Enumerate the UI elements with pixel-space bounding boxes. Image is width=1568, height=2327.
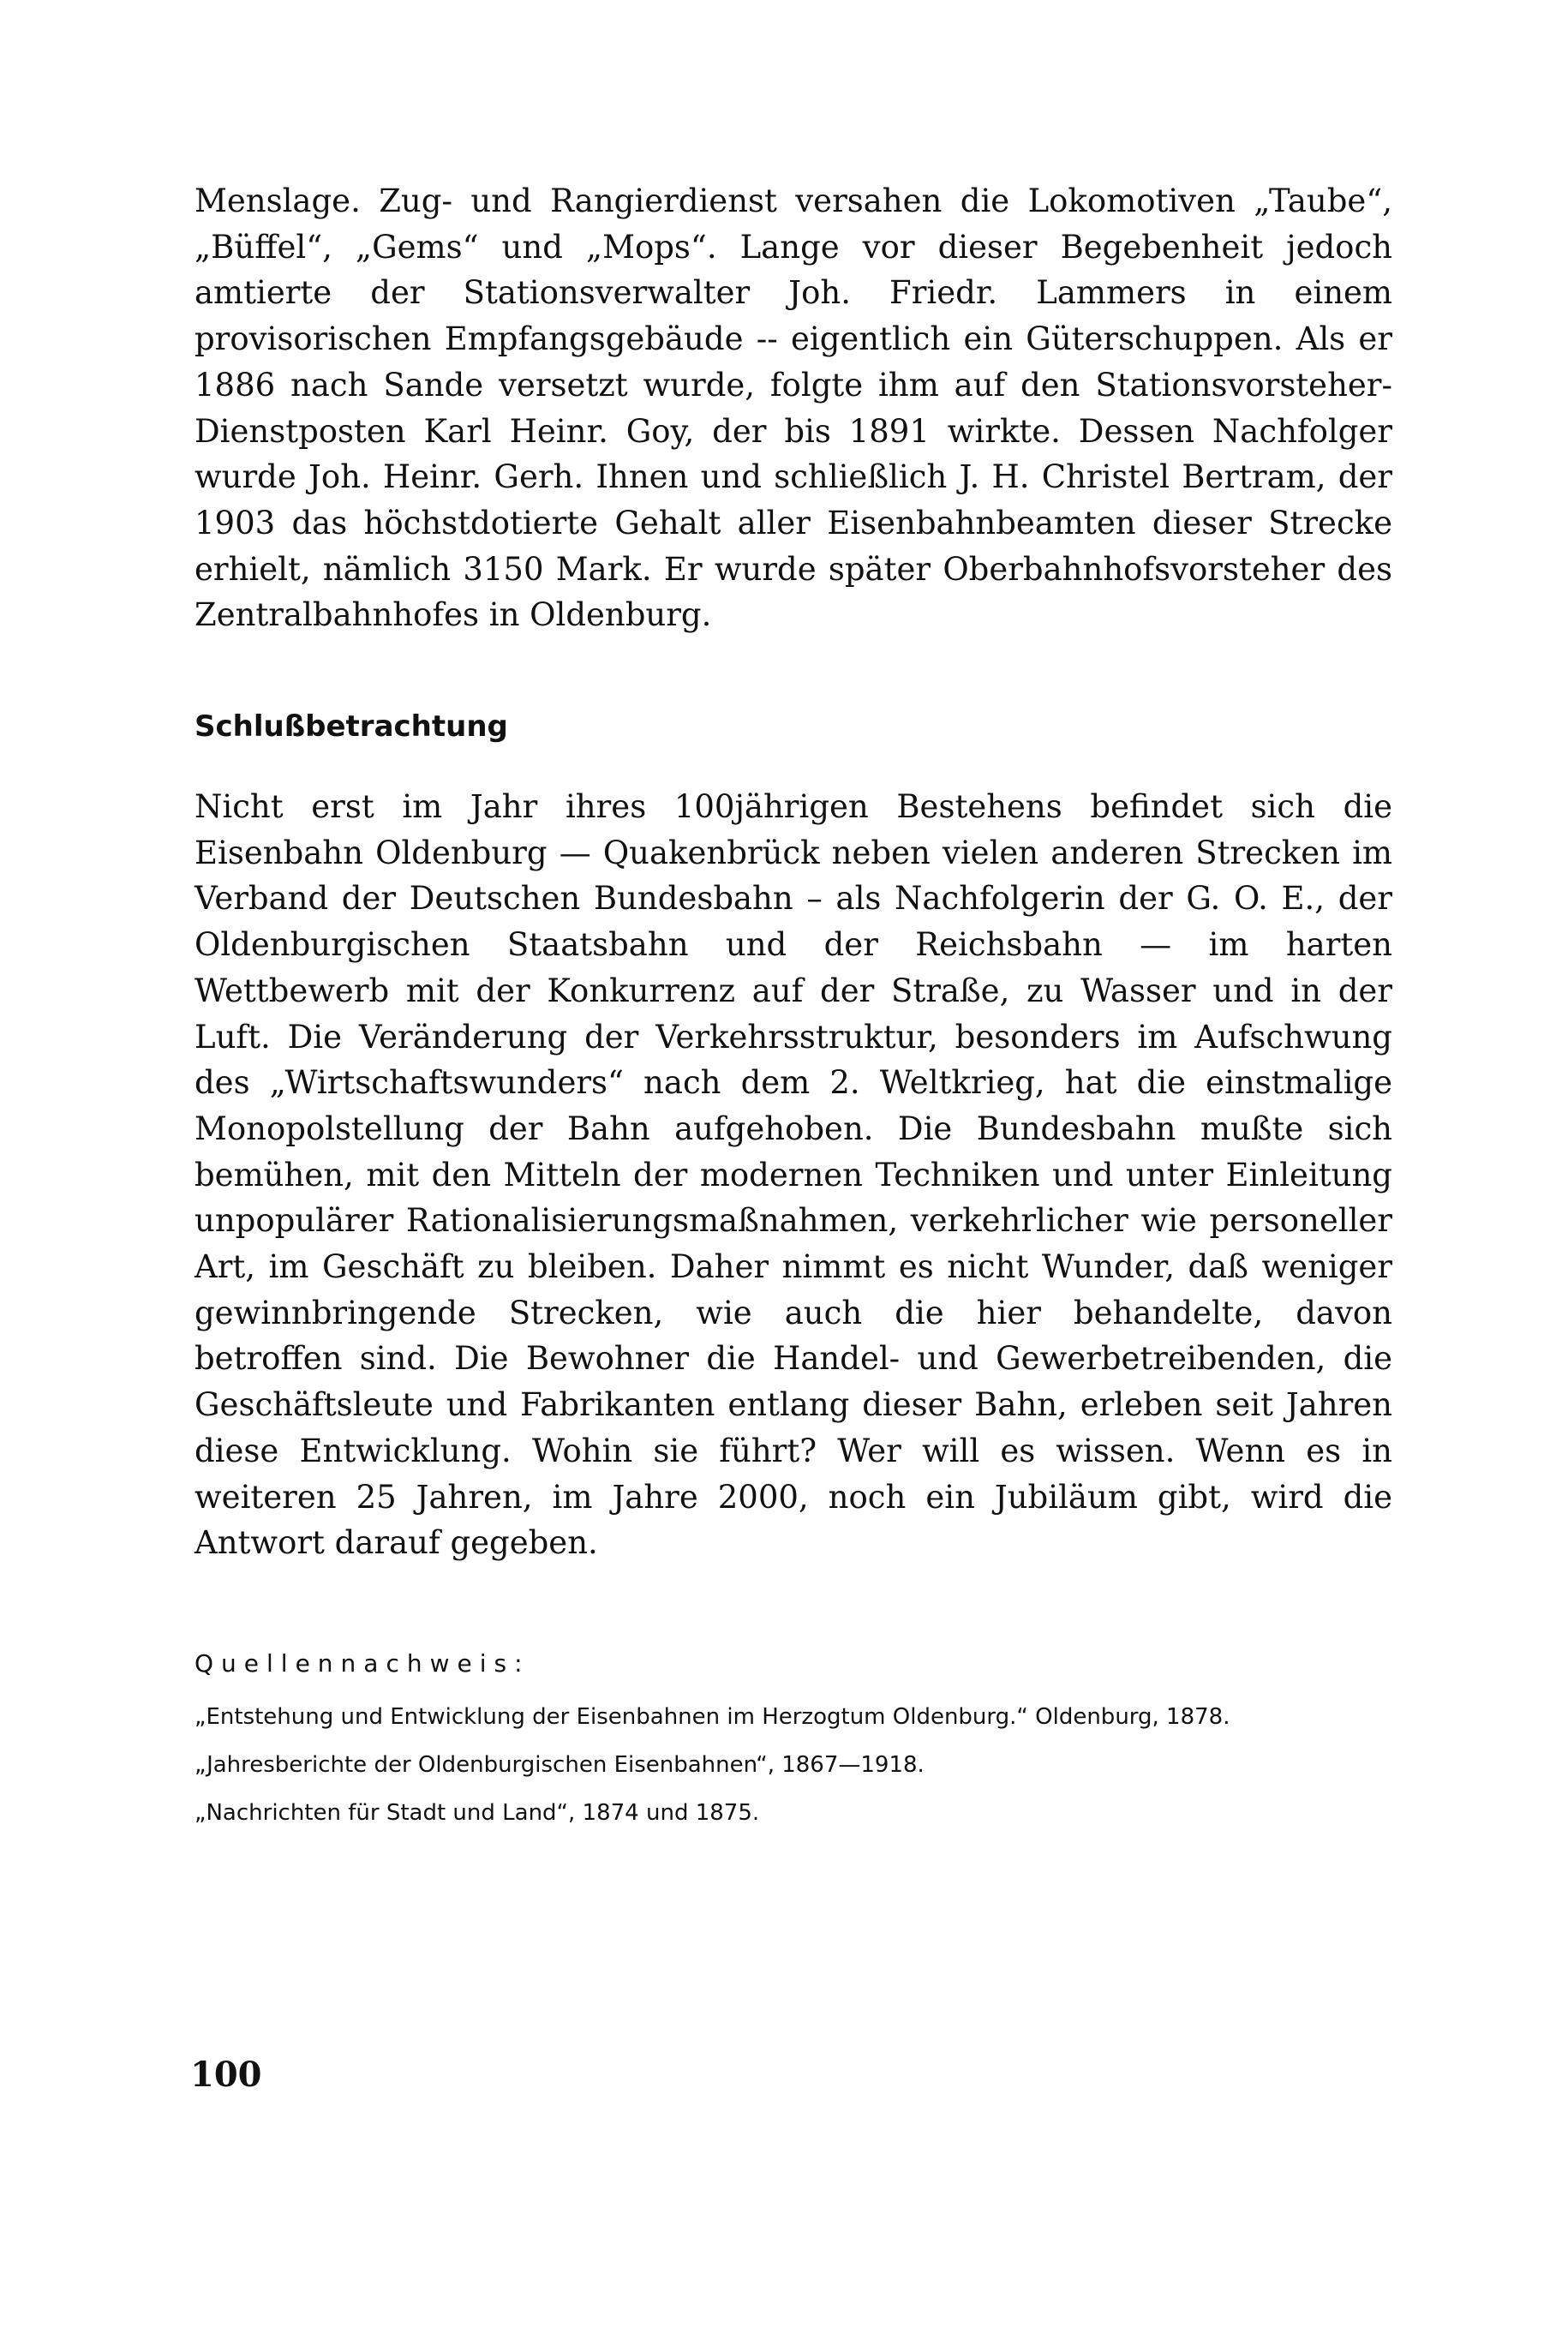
sources-title: Quellennachweis:: [195, 1648, 530, 1678]
page-number: 100: [190, 2055, 262, 2095]
source-item: „Jahresberichte der Oldenburgischen Eisenbahnen“, 1867—1918.: [195, 1751, 925, 1778]
paragraph-conclusion: Nicht erst im Jahr ihres 100jährigen Bestehens befindet sich die Eisenbahn Oldenburg — Quakenbrück neben vielen anderen Strecken im Verband der Deutschen Bundesbahn – als Nachfolgerin der G. O. E., der Oldenburgischen Staatsbahn und der Reichsbahn — im harten Wettbewerb mit der Konkurrenz auf der Straße, zu Wasser und in der Luft. Die Veränderung der Verkehrsstruktur, besonders im Aufschwung des „Wirtschaftswunders“ nach dem 2. Weltkrieg, hat die einstmalige Monopolstellung der Bahn aufgehoben. Die Bundesbahn mußte sich bemühen, mit den Mitteln der modernen Techniken und unter Einleitung unpopulärer Rationalisierungsmaßnahmen, verkehrlicher wie personeller Art, im Geschäft zu bleiben. Daher nimmt es nicht Wunder, daß weniger gewinnbringende Strecken, wie auch die hier behandelte, davon betroffen sind. Die Bewohner die Handel- und Gewerbetreibenden, die Geschäftsleute und Fabrikanten entlang dieser Bahn, erleben seit Jahren diese Entwicklung. Wohin sie führt? Wer will es wissen. Wenn es in weiteren 25 Jahren, im Jahre 2000, noch ein Jubiläum gibt, wird die Antwort darauf gegeben.: [195, 788, 1392, 1562]
source-item: „Entstehung und Entwicklung der Eisenbahnen im Herzogtum Oldenburg.“ Oldenburg, 1878.: [195, 1703, 1230, 1730]
source-item: „Nachrichten für Stadt und Land“, 1874 und 1875.: [195, 1799, 760, 1826]
sources-section: [195, 1647, 1392, 1830]
section-heading: Schlußbetrachtung: [195, 709, 508, 745]
page-body: [195, 178, 1392, 1844]
paragraph-intro: Menslage. Zug- und Rangierdienst versahen die Lokomotiven „Taube“, „Büffel“, „Gems“ und „Mops“. Lange vor dieser Begebenheit jedoch amtierte der Stationsverwalter Joh. Friedr. Lammers in einem provisorischen Empfangsgebäude -- eigentlich ein Güterschuppen. Als er 1886 nach Sande versetzt wurde, folgte ihm auf den Stationsvorsteher-Dienstposten Karl Heinr. Goy, der bis 1891 wirkte. Dessen Nachfolger wurde Joh. Heinr. Gerh. Ihnen und schließlich J. H. Christel Bertram, der 1903 das höchstdotierte Gehalt aller Eisenbahnbeamten dieser Strecke erhielt, nämlich 3150 Mark. Er wurde später Oberbahnhofsvorsteher des Zentralbahnhofes in Oldenburg.: [195, 182, 1392, 634]
